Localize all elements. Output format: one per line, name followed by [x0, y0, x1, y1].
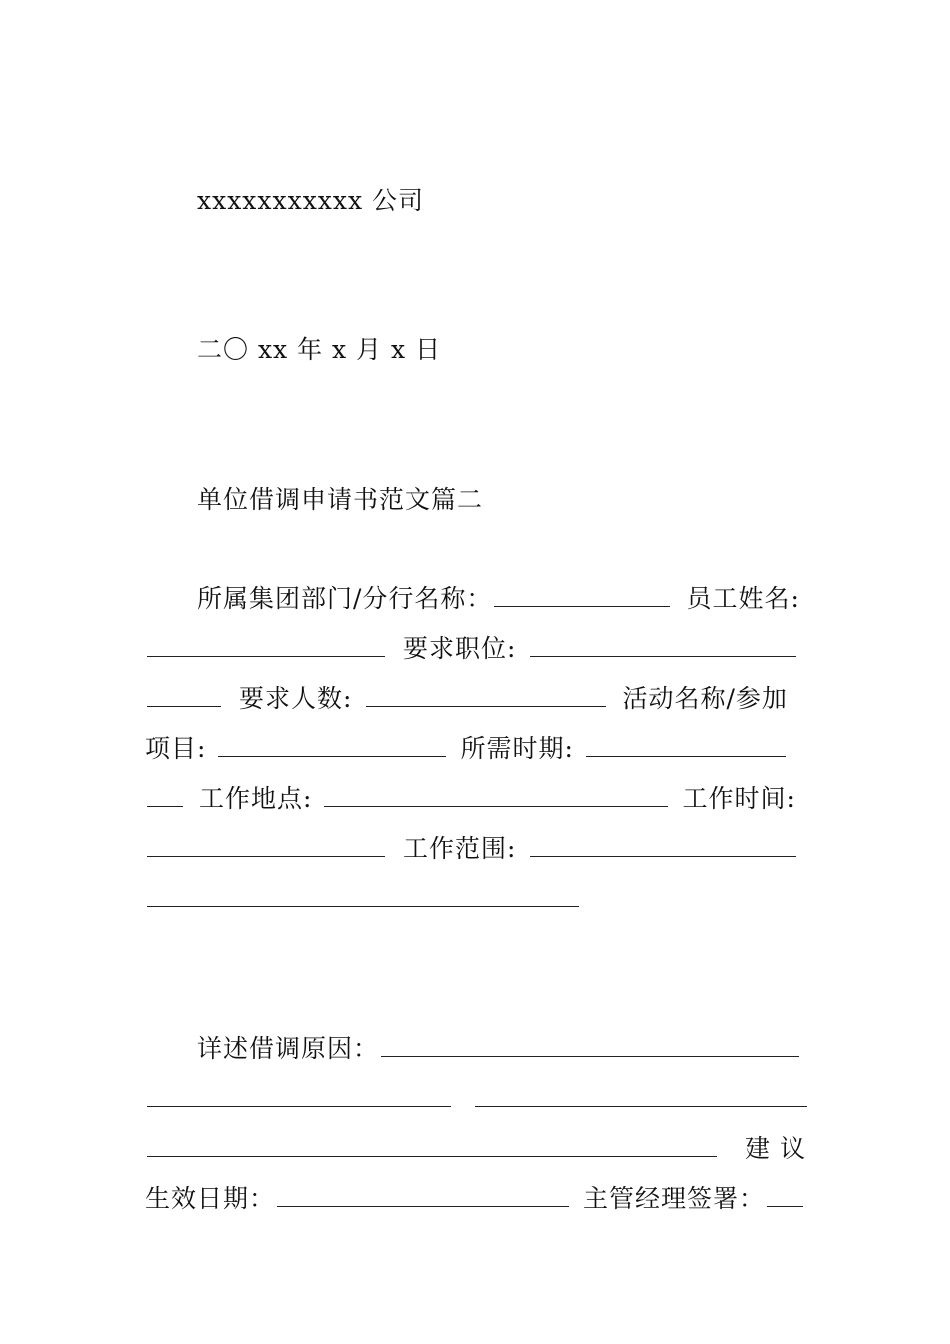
employee-name-label: 员工姓名: — [686, 584, 800, 613]
dept-label: 所属集团部门/分行名称： — [197, 584, 493, 613]
form-line-1 — [197, 584, 800, 614]
position-label: 要求职位: — [403, 634, 517, 663]
work-time-label: 工作时间: — [682, 784, 796, 813]
form-line-10 — [145, 1134, 806, 1164]
manager-sign-field[interactable] — [767, 1186, 803, 1207]
form-line-9 — [145, 1084, 809, 1114]
employee-name-field[interactable] — [147, 636, 385, 657]
position-field[interactable] — [530, 636, 796, 657]
section-title: 单位借调申请书范文篇二 — [197, 485, 484, 514]
form-line-4 — [145, 734, 788, 764]
form-line-11 — [145, 1184, 805, 1214]
company-name: xxxxxxxxxxx 公司 — [197, 186, 425, 215]
location-field[interactable] — [324, 786, 668, 807]
form-line-3 — [145, 684, 788, 714]
work-time-field[interactable] — [147, 836, 385, 857]
effective-date-field[interactable] — [277, 1186, 569, 1207]
activity-label-cont: 项目: — [145, 734, 207, 763]
reason-field-line-2b[interactable] — [475, 1086, 807, 1107]
period-label: 所需时期: — [460, 734, 574, 763]
scope-field-cont[interactable] — [147, 886, 579, 907]
reason-field-line-2a[interactable] — [147, 1086, 451, 1107]
form-line-7 — [145, 884, 581, 914]
form-line-8 — [197, 1034, 801, 1064]
headcount-field[interactable] — [366, 686, 606, 707]
reason-field[interactable] — [381, 1036, 799, 1057]
activity-label: 活动名称/参加 — [622, 684, 788, 713]
form-line-2 — [145, 634, 798, 664]
suggest-label: 建 议 — [745, 1134, 806, 1163]
dept-field[interactable] — [494, 586, 670, 607]
scope-field[interactable] — [530, 836, 796, 857]
period-field[interactable] — [586, 736, 786, 757]
headcount-label: 要求人数: — [239, 684, 353, 713]
reason-label: 详述借调原因： — [197, 1034, 380, 1063]
reason-field-line-3[interactable] — [147, 1136, 717, 1157]
scope-label: 工作范围: — [403, 834, 517, 863]
location-label: 工作地点: — [199, 784, 313, 813]
activity-field[interactable] — [218, 736, 446, 757]
manager-sign-label: 主管经理签署： — [583, 1184, 766, 1213]
document-date: 二〇 xx 年 x 月 x 日 — [197, 335, 442, 364]
form-line-5 — [145, 784, 796, 814]
period-field-cont[interactable] — [147, 786, 183, 807]
position-field-cont[interactable] — [147, 686, 221, 707]
form-line-6 — [145, 834, 798, 864]
effective-date-label: 生效日期： — [145, 1184, 276, 1213]
